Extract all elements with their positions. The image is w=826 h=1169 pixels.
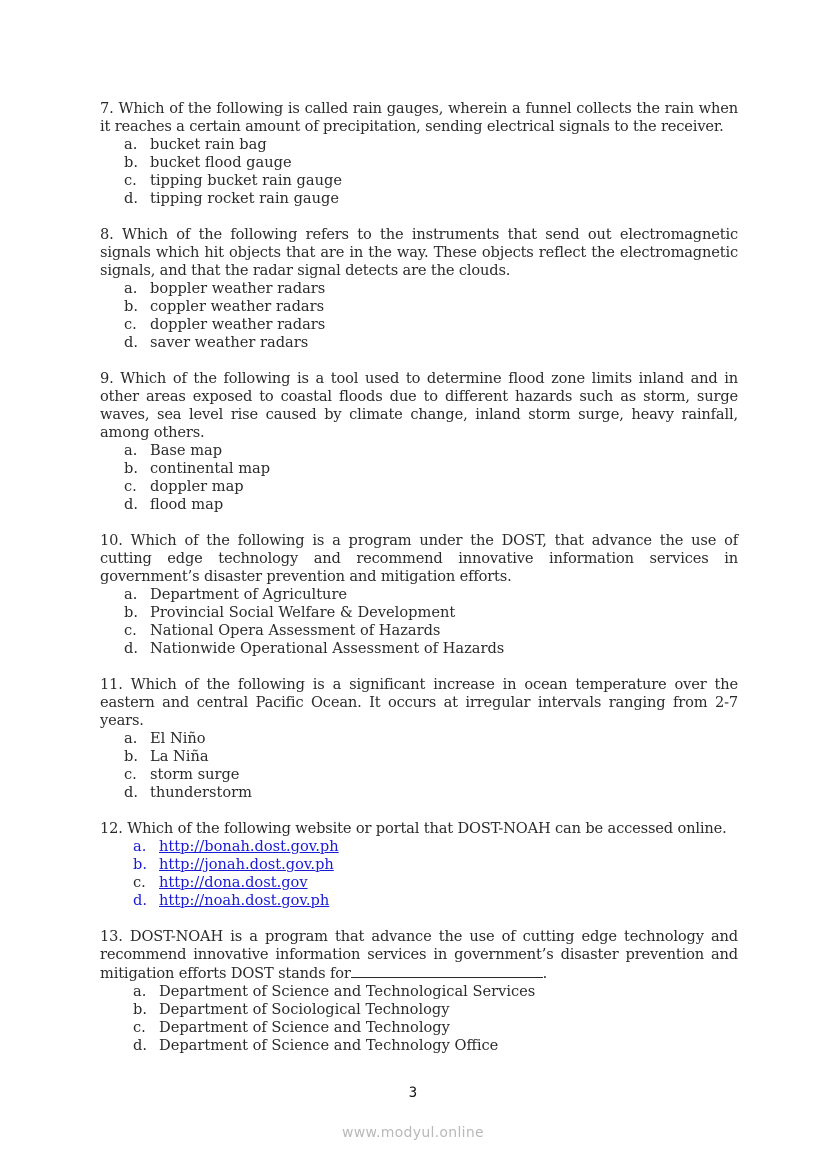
watermark: www.modyul.online bbox=[342, 1125, 484, 1141]
question-12 bbox=[100, 820, 738, 910]
option-letter: a. bbox=[124, 136, 138, 153]
option-c bbox=[100, 874, 738, 892]
options-list bbox=[100, 983, 738, 1055]
option-letter: b. bbox=[124, 460, 138, 477]
option-text: doppler weather radars bbox=[150, 316, 326, 333]
options-list bbox=[100, 730, 738, 802]
option-a bbox=[100, 136, 738, 154]
question-stem: 9. Which of the following is a tool used to determine flood zone limits inland and in other areas exposed to coastal floods due to different hazards such as storm, surge waves, sea level rise caused by climate change, inland storm surge, heavy rainfall, among others. bbox=[100, 370, 738, 441]
question-8 bbox=[100, 226, 738, 352]
question-13 bbox=[100, 928, 738, 1055]
option-text: Department of Science and Technology Office bbox=[159, 1037, 499, 1054]
option-b bbox=[100, 298, 738, 316]
option-d bbox=[100, 892, 738, 910]
question-stem: 13. DOST-NOAH is a program that advance the use of cutting edge technology and recommend innovative information services in government’s disaster prevention and mitigation efforts DOST stands for bbox=[100, 928, 738, 982]
page-number: 3 bbox=[408, 1085, 418, 1101]
option-text: El Niño bbox=[150, 730, 206, 747]
option-text: saver weather radars bbox=[150, 334, 309, 351]
option-text: thunderstorm bbox=[150, 784, 252, 801]
option-d bbox=[100, 190, 738, 208]
question-7 bbox=[100, 100, 738, 208]
option-a bbox=[100, 730, 738, 748]
option-text: tipping bucket rain gauge bbox=[150, 172, 342, 189]
option-text: coppler weather radars bbox=[150, 298, 325, 315]
options-list bbox=[100, 280, 738, 352]
option-letter: a. bbox=[124, 442, 138, 459]
option-text: bucket flood gauge bbox=[150, 154, 292, 171]
question-stem: 11. Which of the following is a significant increase in ocean temperature over the eastern and central Pacific Ocean. It occurs at irregular intervals ranging from 2-7 years. bbox=[100, 676, 738, 729]
question-10 bbox=[100, 532, 738, 658]
question-9 bbox=[100, 370, 738, 514]
option-letter: a. bbox=[124, 730, 138, 747]
question-stem: 7. Which of the following is called rain gauges, wherein a funnel collects the rain when it reaches a certain amount of precipitation, sending electrical signals to the receiver. bbox=[100, 100, 738, 135]
option-letter: d. bbox=[124, 334, 138, 351]
option-letter: d. bbox=[124, 190, 138, 207]
option-letter: a. bbox=[124, 586, 138, 603]
option-c bbox=[100, 172, 738, 190]
question-stem: 8. Which of the following refers to the instruments that send out electromagnetic signals which hit objects that are in the way. These objects reflect the electromagnetic signals, and that the radar signal detects are the clouds. bbox=[100, 226, 738, 279]
option-text: Base map bbox=[150, 442, 223, 459]
option-text: storm surge bbox=[150, 766, 240, 783]
option-c bbox=[100, 1019, 738, 1037]
option-a bbox=[100, 838, 738, 856]
options-list bbox=[100, 586, 738, 658]
option-letter: b. bbox=[133, 856, 147, 873]
option-b bbox=[100, 604, 738, 622]
options-list bbox=[100, 838, 738, 910]
option-c bbox=[100, 478, 738, 496]
answer-blank bbox=[351, 964, 543, 978]
option-letter: a. bbox=[133, 838, 147, 855]
option-c bbox=[100, 622, 738, 640]
option-letter: d. bbox=[124, 640, 138, 657]
option-letter: b. bbox=[124, 604, 138, 621]
option-letter: c. bbox=[124, 478, 137, 495]
option-a bbox=[100, 586, 738, 604]
option-b bbox=[100, 748, 738, 766]
option-letter: b. bbox=[133, 1001, 147, 1018]
option-b bbox=[100, 460, 738, 478]
option-text: boppler weather radars bbox=[150, 280, 326, 297]
option-text: Nationwide Operational Assessment of Hazards bbox=[150, 640, 505, 657]
option-letter: a. bbox=[124, 280, 138, 297]
option-letter: c. bbox=[124, 622, 137, 639]
option-a bbox=[100, 442, 738, 460]
option-d bbox=[100, 784, 738, 802]
option-letter: b. bbox=[124, 298, 138, 315]
option-text: doppler map bbox=[150, 478, 244, 495]
option-letter: a. bbox=[133, 983, 147, 1000]
option-text: tipping rocket rain gauge bbox=[150, 190, 339, 207]
option-text: Department of Agriculture bbox=[150, 586, 348, 603]
option-letter: c. bbox=[124, 172, 137, 189]
option-b bbox=[100, 154, 738, 172]
option-a bbox=[100, 280, 738, 298]
option-letter: d. bbox=[133, 1037, 147, 1054]
url-link[interactable]: http://jonah.dost.gov.ph bbox=[159, 856, 334, 873]
option-text: Department of Science and Technology bbox=[159, 1019, 450, 1036]
url-link[interactable]: http://dona.dost.gov bbox=[159, 874, 308, 891]
option-c bbox=[100, 316, 738, 334]
option-text: La Niña bbox=[150, 748, 209, 765]
document-page bbox=[100, 100, 738, 1073]
option-text: continental map bbox=[150, 460, 271, 477]
option-b bbox=[100, 1001, 738, 1019]
options-list bbox=[100, 136, 738, 208]
stem-end: . bbox=[542, 965, 548, 982]
option-letter: b. bbox=[124, 748, 138, 765]
option-text: National Opera Assessment of Hazards bbox=[150, 622, 441, 639]
option-a bbox=[100, 983, 738, 1001]
option-letter: b. bbox=[124, 154, 138, 171]
option-letter: d. bbox=[124, 784, 138, 801]
options-list bbox=[100, 442, 738, 514]
option-d bbox=[100, 496, 738, 514]
option-letter: c. bbox=[124, 316, 137, 333]
option-text: flood map bbox=[150, 496, 224, 513]
option-text: Department of Science and Technological Services bbox=[159, 983, 536, 1000]
option-text: Department of Sociological Technology bbox=[159, 1001, 450, 1018]
question-11 bbox=[100, 676, 738, 802]
option-c bbox=[100, 766, 738, 784]
url-link[interactable]: http://noah.dost.gov.ph bbox=[159, 892, 330, 909]
url-link[interactable]: http://bonah.dost.gov.ph bbox=[159, 838, 339, 855]
question-stem-container bbox=[100, 928, 738, 983]
option-d bbox=[100, 1037, 738, 1055]
option-text: Provincial Social Welfare & Development bbox=[150, 604, 456, 621]
option-letter: c. bbox=[133, 1019, 146, 1036]
option-d bbox=[100, 640, 738, 658]
question-stem: 10. Which of the following is a program under the DOST, that advance the use of cutting edge technology and recommend innovative information services in government’s disaster prevention and mitigation efforts. bbox=[100, 532, 738, 585]
option-letter: c. bbox=[124, 766, 137, 783]
option-text: bucket rain bag bbox=[150, 136, 267, 153]
option-b bbox=[100, 856, 738, 874]
option-letter: d. bbox=[124, 496, 138, 513]
question-stem: 12. Which of the following website or portal that DOST-NOAH can be accessed online. bbox=[100, 820, 727, 837]
option-letter: d. bbox=[133, 892, 147, 909]
option-d bbox=[100, 334, 738, 352]
option-letter: c. bbox=[133, 874, 146, 891]
